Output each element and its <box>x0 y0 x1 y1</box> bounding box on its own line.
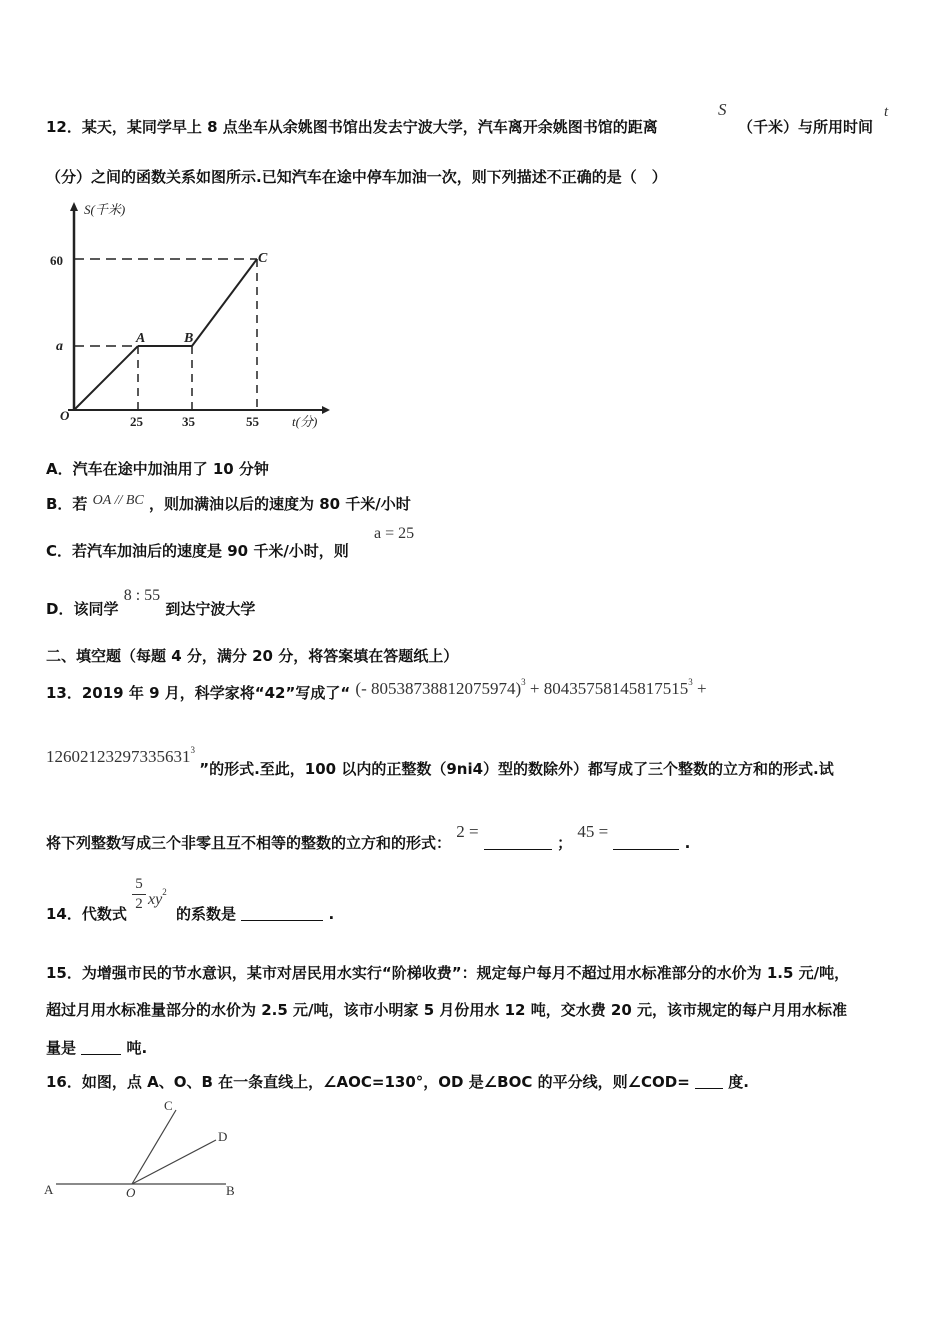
q14-answer-blank[interactable] <box>241 908 323 921</box>
point-b-label: B <box>184 331 194 346</box>
q12-option-b-pre: B．若 <box>46 495 88 513</box>
q15-line3 <box>46 1037 147 1058</box>
y-tick-60: 60 <box>50 253 63 268</box>
point-a-label: A <box>136 331 146 346</box>
x-axis-arrow <box>322 406 330 414</box>
q13-line3 <box>46 822 691 853</box>
q12-option-d <box>46 587 256 619</box>
y-tick-a: a <box>56 339 63 354</box>
q16-text-pre: 16．如图，点 A、O、B 在一条直线上，∠AOC=130°，OD 是∠BOC 的平分线，则∠COD= <box>46 1073 690 1091</box>
q14-post: 的系数是 <box>176 905 237 923</box>
x-axis-label: t(分) <box>292 414 318 429</box>
q12-option-d-post: 到达宁波大学 <box>165 600 256 618</box>
q16-answer-blank[interactable] <box>695 1076 723 1089</box>
q16-line <box>46 1071 749 1092</box>
q14-exp: 2 <box>162 887 167 897</box>
q14-line <box>46 903 127 924</box>
q13-answer-blank-1[interactable] <box>484 837 552 850</box>
q12-var-s: S <box>718 100 727 119</box>
q15-line2: 超过月用水标准量部分的水价为 2.5 元/吨，该市小明家 5 月份用水 12 吨，交水费 20 元，该市规定的每户月用水标准 <box>46 1001 848 1019</box>
segment-oa <box>74 346 138 410</box>
origin-label: O <box>60 408 70 423</box>
q13-math1: (- 80538738812075974) <box>355 679 522 698</box>
q12-graph <box>44 196 344 436</box>
q14-line-post <box>176 903 334 924</box>
point-c-label: C <box>258 251 268 266</box>
q13-eq1: 2 = <box>456 822 479 841</box>
label-b: B <box>226 1183 235 1198</box>
y-axis-arrow <box>70 202 78 211</box>
section-2-heading: 二、填空题（每题 4 分，满分 20 分，将答案填在答题纸上） <box>46 647 459 665</box>
q13-end: . <box>684 834 691 852</box>
q12-option-b <box>46 493 411 514</box>
q15-line3-pre: 量是 <box>46 1039 77 1057</box>
q12-option-d-math: 8 : 55 <box>123 587 161 604</box>
q12-line2: （分）之间的函数关系如图所示.已知汽车在途中停车加油一次，则下列描述不正确的是（ ） <box>46 168 667 186</box>
q12-option-c-pre: C．若汽车加油后的速度是 90 千米/小时，则 <box>46 542 349 560</box>
y-axis-label: S(千米) <box>84 202 126 217</box>
q13-line2-text: ”的形式.至此，100 以内的正整数（9ni4）型的数除外）都写成了三个整数的立方和的形式.试 <box>199 760 834 778</box>
label-c: C <box>164 1098 173 1113</box>
q16-figure <box>40 1094 250 1204</box>
q13-exp2: 3 <box>688 677 693 687</box>
q12-option-a: A．汽车在途中加油用了 10 分钟 <box>46 460 269 478</box>
q14-var: xy <box>148 891 163 908</box>
q15-answer-blank[interactable] <box>81 1042 121 1055</box>
q12-line1-a: 12．某天，某同学早上 8 点坐车从余姚图书馆出发去宁波大学，汽车离开余姚图书馆的距离 <box>46 118 658 136</box>
q14-frac-den: 2 <box>135 896 143 912</box>
q12-var-t: t <box>884 104 889 120</box>
q13-answer-blank-2[interactable] <box>613 837 679 850</box>
segment-bc <box>192 259 257 346</box>
q13-sep: ； <box>557 834 573 852</box>
q12-line1 <box>46 116 658 137</box>
q13-math4: 12602123297335631 <box>46 747 191 766</box>
q14-frac-num: 5 <box>135 876 143 892</box>
q12-line1-b: （千米）与所用时间 <box>738 118 874 136</box>
q13-math3: + <box>692 679 707 698</box>
q12-option-c <box>46 540 349 561</box>
q13-line1 <box>46 677 707 703</box>
x-tick-25: 25 <box>130 414 143 429</box>
q14-fraction <box>132 876 146 913</box>
q16-text-post: 度. <box>728 1073 749 1091</box>
q14-pre: 14．代数式 <box>46 905 127 923</box>
q12-option-b-math: OA // BC <box>92 493 144 508</box>
q14-term <box>148 887 167 909</box>
q15-line3-post: 吨. <box>126 1039 148 1057</box>
q13-exp4: 3 <box>190 745 195 755</box>
label-a: A <box>44 1182 54 1197</box>
q12-option-c-math: a = 25 <box>374 525 415 542</box>
q12-option-d-pre: D．该同学 <box>46 600 119 618</box>
q14-end: . <box>328 905 335 923</box>
q13-eq2: 45 = <box>577 822 609 841</box>
label-o: O <box>126 1185 136 1200</box>
q13-line3-pre: 将下列整数写成三个非零且互不相等的整数的立方和的形式： <box>46 834 452 852</box>
q13-pre: 13．2019 年 9 月，科学家将“42”写成了“ <box>46 684 351 702</box>
label-d: D <box>218 1129 228 1144</box>
q13-line2 <box>46 745 834 779</box>
x-tick-55: 55 <box>246 414 259 429</box>
q13-exp1: 3 <box>521 677 526 687</box>
x-tick-35: 35 <box>182 414 195 429</box>
q15-line1: 15．为增强市民的节水意识，某市对居民用水实行“阶梯收费”：规定每户每月不超过用水标准部分的水价为 1.5 元/吨， <box>46 964 850 982</box>
q13-math2: + 80435758145817515 <box>525 679 689 698</box>
q12-option-b-post: ，则加满油以后的速度为 80 千米/小时 <box>148 495 411 513</box>
